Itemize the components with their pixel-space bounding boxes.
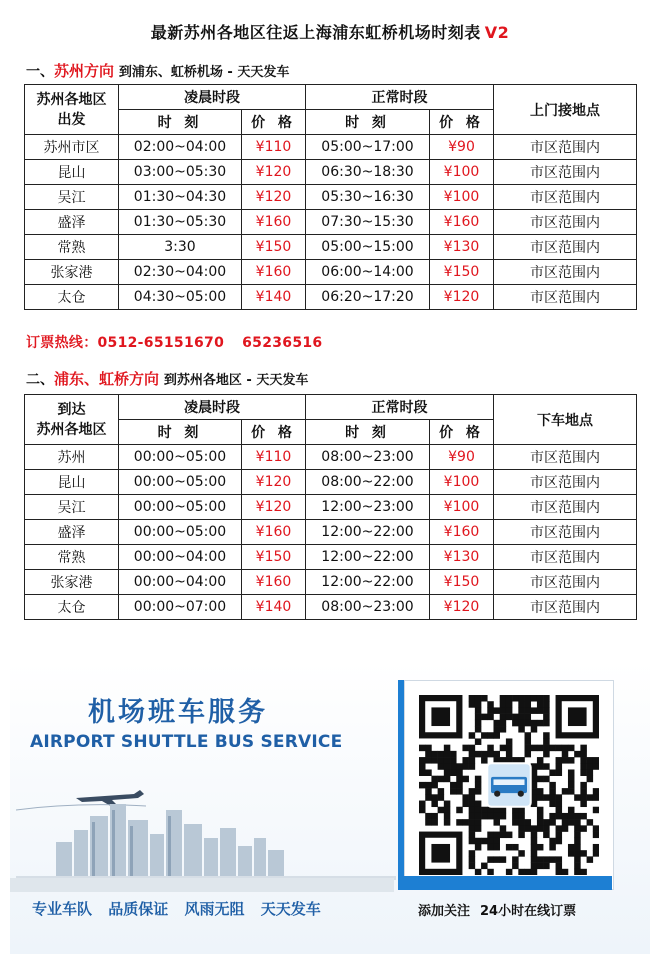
cell-normal-price: ¥120 [430,285,494,310]
cell-normal-time: 06:20~17:20 [306,285,430,310]
cell-early-price: ¥140 [242,595,306,620]
cell-normal-time: 12:00~22:00 [306,545,430,570]
cell-normal-price: ¥120 [430,595,494,620]
section2-desc: 到苏州各地区 - 天天发车 [163,373,309,388]
cell-area: 太仓 [25,595,119,620]
cell-place: 市区范围内 [494,210,637,235]
header-early-price: 价 格 [242,110,306,135]
section2-heading [26,368,308,389]
cell-normal-price: ¥90 [430,135,494,160]
cell-early-time: 00:00~05:00 [119,470,242,495]
header-normal-time: 时 刻 [306,420,430,445]
schedule-table-outbound [24,84,637,310]
feature-item: 品质保证 [108,900,169,918]
cell-area: 昆山 [25,160,119,185]
table-row [25,185,637,210]
table-row [25,160,637,185]
cell-normal-price: ¥150 [430,570,494,595]
cell-early-price: ¥120 [242,160,306,185]
cell-normal-time: 12:00~22:00 [306,570,430,595]
cell-place: 市区范围内 [494,495,637,520]
cell-normal-time: 07:30~15:30 [306,210,430,235]
cell-early-time: 00:00~07:00 [119,595,242,620]
cell-early-time: 01:30~05:30 [119,210,242,235]
bus-icon [487,763,530,806]
cell-place: 市区范围内 [494,445,637,470]
header-early: 凌晨时段 [119,395,306,420]
table-row [25,595,637,620]
cell-area: 张家港 [25,570,119,595]
cell-early-price: ¥120 [242,470,306,495]
cell-place: 市区范围内 [494,135,637,160]
cell-early-time: 00:00~05:00 [119,445,242,470]
booking-hotline [26,332,340,352]
cell-area: 吴江 [25,495,119,520]
qr-caption-booking: 24小时在线订票 [480,904,577,919]
section1-heading [26,60,289,81]
header-area-line2: 苏州各地区 [36,421,107,438]
header-area-line2: 出发 [57,111,86,128]
title-version: V2 [484,23,510,42]
header-normal-price: 价 格 [430,420,494,445]
title-text: 最新苏州各地区往返上海浦东虹桥机场时刻表 [150,23,481,42]
cell-early-time: 02:30~04:00 [119,260,242,285]
qr-caption-follow: 添加关注 [418,904,471,919]
section1-direction: 苏州方向 [54,62,115,80]
cell-normal-time: 05:00~17:00 [306,135,430,160]
cell-area: 苏州市区 [25,135,119,160]
cell-early-price: ¥150 [242,235,306,260]
cell-early-time: 02:00~04:00 [119,135,242,160]
cell-area: 常熟 [25,545,119,570]
banner-footer-bar [10,878,394,892]
cell-normal-price: ¥90 [430,445,494,470]
cell-place: 市区范围内 [494,235,637,260]
cell-normal-time: 08:00~23:00 [306,445,430,470]
cell-early-time: 00:00~04:00 [119,545,242,570]
header-area [25,85,119,135]
cell-early-time: 00:00~05:00 [119,495,242,520]
cell-normal-price: ¥150 [430,260,494,285]
feature-item: 专业车队 [32,900,93,918]
section1-desc: 到浦东、虹桥机场 - 天天发车 [118,65,290,80]
cell-early-time: 00:00~05:00 [119,520,242,545]
cell-place: 市区范围内 [494,520,637,545]
banner-features [32,898,332,919]
cell-place: 市区范围内 [494,285,637,310]
qr-caption [418,900,586,919]
header-early-time: 时 刻 [119,420,242,445]
cell-area: 盛泽 [25,210,119,235]
cell-place: 市区范围内 [494,595,637,620]
feature-item: 天天发车 [260,900,321,918]
cell-area: 吴江 [25,185,119,210]
banner-title-en: AIRPORT SHUTTLE BUS SERVICE [30,732,343,752]
cell-normal-time: 12:00~23:00 [306,495,430,520]
cell-normal-time: 06:30~18:30 [306,160,430,185]
qr-code-frame [404,680,614,890]
cell-normal-price: ¥100 [430,160,494,185]
header-early: 凌晨时段 [119,85,306,110]
table-row [25,470,637,495]
section1-prefix: 一、 [26,64,54,80]
table-row [25,445,637,470]
cell-early-price: ¥150 [242,545,306,570]
table-row [25,260,637,285]
cell-normal-price: ¥100 [430,495,494,520]
cell-early-time: 03:00~05:30 [119,160,242,185]
cell-normal-price: ¥130 [430,235,494,260]
cell-place: 市区范围内 [494,545,637,570]
header-area-line1: 苏州各地区 [36,91,107,108]
section2-prefix: 二、 [26,372,54,388]
page-title [0,20,660,43]
cell-early-price: ¥160 [242,260,306,285]
cell-normal-time: 12:00~22:00 [306,520,430,545]
table-row [25,210,637,235]
cell-area: 苏州 [25,445,119,470]
cell-early-price: ¥110 [242,445,306,470]
cell-normal-price: ¥160 [430,210,494,235]
cell-normal-price: ¥130 [430,545,494,570]
header-normal-price: 价 格 [430,110,494,135]
header-normal-time: 时 刻 [306,110,430,135]
cell-normal-price: ¥100 [430,470,494,495]
city-skyline-icon [16,780,396,880]
cell-place: 市区范围内 [494,185,637,210]
cell-early-price: ¥120 [242,495,306,520]
schedule-table-inbound [24,394,637,620]
cell-normal-time: 05:00~15:00 [306,235,430,260]
header-early-price: 价 格 [242,420,306,445]
cell-normal-time: 06:00~14:00 [306,260,430,285]
cell-early-price: ¥160 [242,210,306,235]
cell-normal-time: 08:00~22:00 [306,470,430,495]
cell-early-time: 04:30~05:00 [119,285,242,310]
cell-early-time: 01:30~04:30 [119,185,242,210]
table-row [25,235,637,260]
header-dropoff: 下车地点 [494,395,637,445]
cell-early-time: 00:00~04:00 [119,570,242,595]
header-normal: 正常时段 [306,85,494,110]
cell-normal-price: ¥100 [430,185,494,210]
header-area [25,395,119,445]
cell-normal-time: 05:30~16:30 [306,185,430,210]
header-normal: 正常时段 [306,395,494,420]
feature-item: 风雨无阻 [184,900,245,918]
cell-place: 市区范围内 [494,160,637,185]
cell-place: 市区范围内 [494,470,637,495]
hotline-primary: 订票热线：0512-65151670 [26,335,225,351]
header-area-line1: 到达 [57,401,86,418]
cell-normal-time: 08:00~23:00 [306,595,430,620]
table-row [25,495,637,520]
cell-early-price: ¥140 [242,285,306,310]
table-row [25,285,637,310]
qr-code-icon[interactable] [419,695,599,875]
cell-early-time: 3:30 [119,235,242,260]
qr-accent-bottom [404,876,612,890]
cell-early-price: ¥160 [242,520,306,545]
cell-early-price: ¥160 [242,570,306,595]
table-row [25,570,637,595]
cell-area: 张家港 [25,260,119,285]
header-pickup: 上门接地点 [494,85,637,135]
cell-area: 昆山 [25,470,119,495]
cell-area: 常熟 [25,235,119,260]
cell-area: 盛泽 [25,520,119,545]
cell-place: 市区范围内 [494,260,637,285]
cell-place: 市区范围内 [494,570,637,595]
header-early-time: 时 刻 [119,110,242,135]
section2-direction: 浦东、虹桥方向 [54,370,160,388]
table-row [25,520,637,545]
table-row [25,545,637,570]
banner-title-cn: 机场班车服务 [88,697,268,728]
cell-normal-price: ¥160 [430,520,494,545]
table-row [25,135,637,160]
cell-early-price: ¥110 [242,135,306,160]
hotline-alt: 65236516 [242,335,323,351]
cell-area: 太仓 [25,285,119,310]
cell-early-price: ¥120 [242,185,306,210]
